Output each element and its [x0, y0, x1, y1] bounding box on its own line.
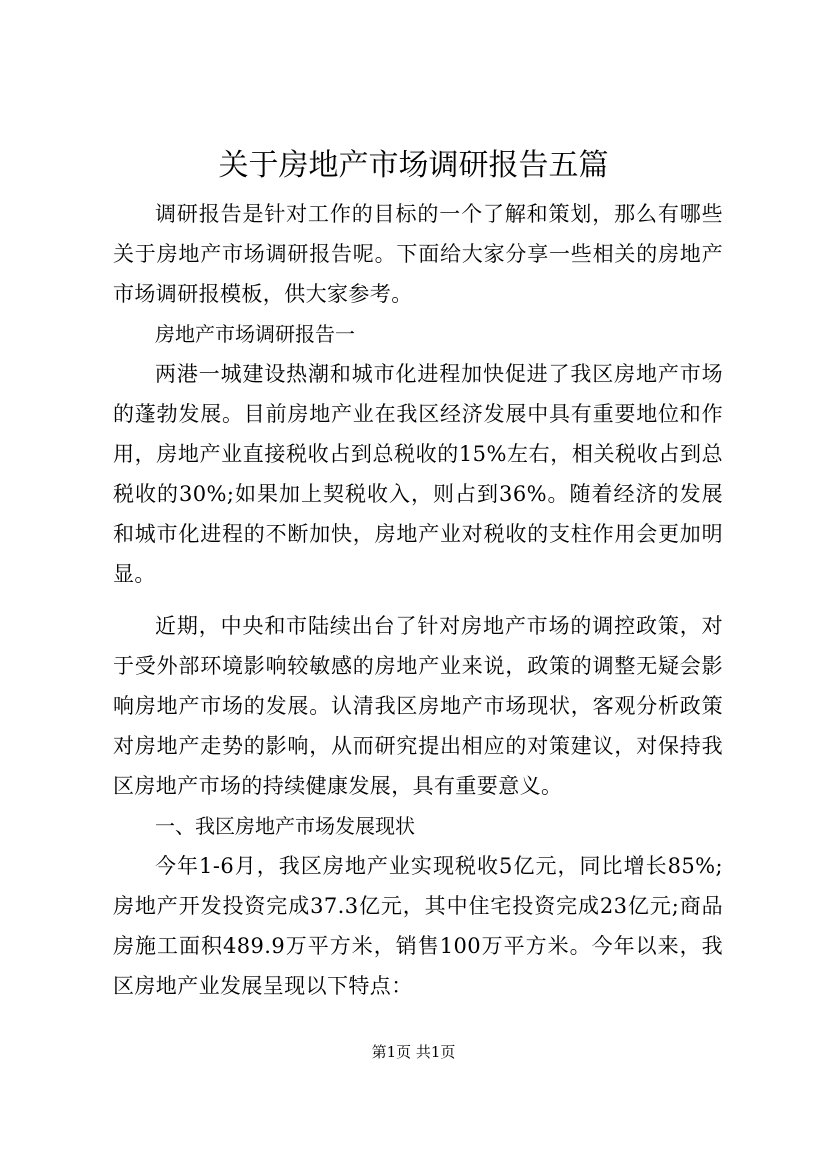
- document-body: [113, 194, 723, 1006]
- body-paragraph: 近期，中央和市陆续出台了针对房地产市场的调控政策，对于受外部环境影响较敏感的房地产业来说，政策的调整无疑会影响房地产市场的发展。认清我区房地产市场现状，客观分析政策对房地产走势的影响，从而研究提出相应的对策建议，对保持我区房地产市场的持续健康发展，具有重要意义。: [113, 614, 723, 798]
- body-paragraph: 两港一城建设热潮和城市化进程加快促进了我区房地产市场的蓬勃发展。目前房地产业在我区经济发展中具有重要地位和作用，房地产业直接税收占到总税收的15%左右，相关税收占到总税收的30%;如果加上契税收入，则占到36%。随着经济的发展和城市化进程的不断加快，房地产业对税收的支柱作用会更加明显。: [113, 362, 723, 586]
- section-heading-report-one: 房地产市场调研报告一: [155, 322, 355, 346]
- paragraph-gap: [113, 594, 723, 606]
- intro-paragraph: 调研报告是针对工作的目标的一个了解和策划，那么有哪些关于房地产市场调研报告呢。下面给大家分享一些相关的房地产市场调研报模板，供大家参考。: [113, 202, 723, 306]
- page-number-footer: 第1页 共1页: [371, 1043, 456, 1061]
- document-title: 关于房地产市场调研报告五篇: [218, 148, 609, 183]
- section-heading-status: 一、我区房地产市场发展现状: [155, 814, 415, 838]
- body-paragraph: 今年1-6月，我区房地产业实现税收5亿元，同比增长85%;房地产开发投资完成37.3亿元，其中住宅投资完成23亿元;商品房施工面积489.9万平方米，销售100万平方米。今年以来，我区房地产业发展呈现以下特点：: [113, 854, 723, 998]
